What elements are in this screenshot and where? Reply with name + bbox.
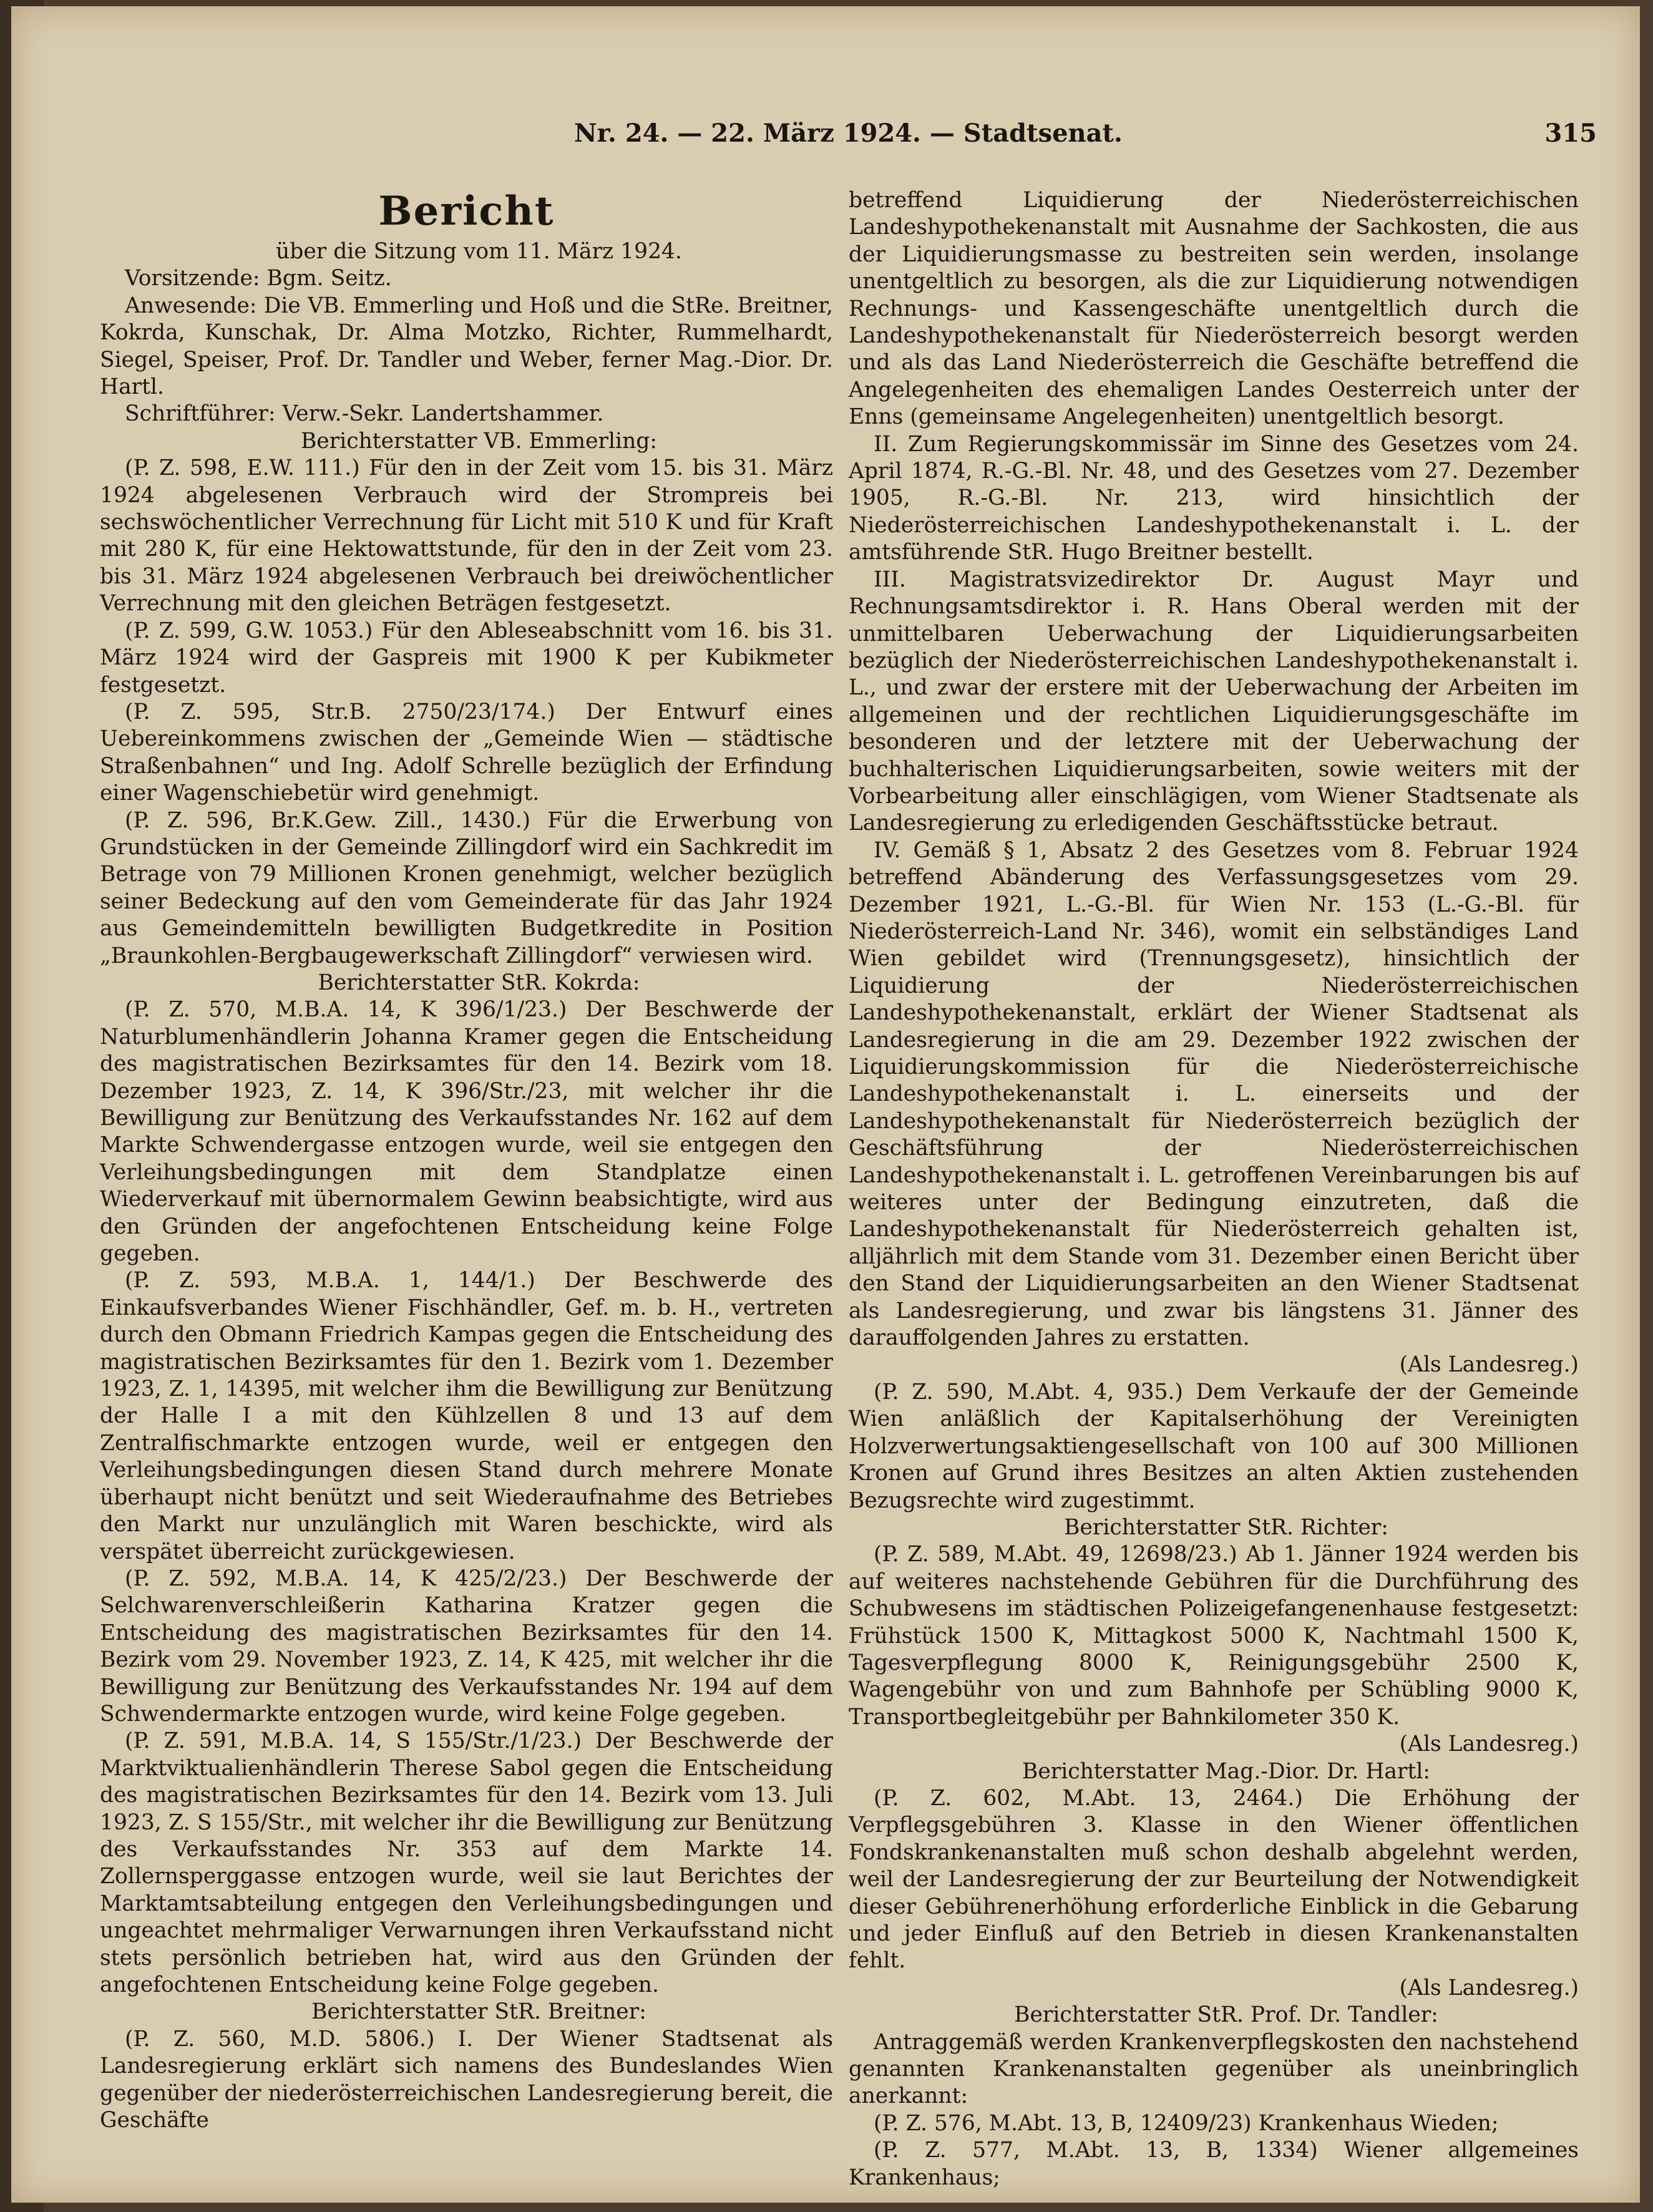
paragraph: (P. Z. 599, G.W. 1053.) Für den Ableseabschnitt vom 16. bis 31. März 1924 wird der Gaspreis mit 1900 K per Kubikmeter festgesetzt. <box>100 618 833 698</box>
authority-tag: (Als Landesreg.) <box>1399 1975 1579 2000</box>
rapporteur-heading: Berichterstatter StR. Breitner: <box>311 1999 646 2025</box>
paragraph: II. Zum Regierungskommissär im Sinne des Gesetzes vom 24. April 1874, R.-G.-Bl. Nr. 48, und des Gesetzes vom 27. Dezember 1905, R.-G.-Bl. Nr. 213, wird hinsichtlich der Niederösterreichischen Landeshypothekenanstalt i. L. der amtsführende StR. Hugo Breitner bestellt. <box>849 431 1579 565</box>
right-column <box>849 187 1579 2191</box>
paragraph: (P. Z. 590, M.Abt. 4, 935.) Dem Verkaufe der der Gemeinde Wien anläßlich der Kapitalserhöhung der Vereinigten Holzverwertungsaktiengesellschaft von 100 auf 300 Millionen Kronen auf Grund ihres Besitzes an alten Aktien zustehenden Bezugsrechte wird zugestimmt. <box>849 1379 1579 1513</box>
paragraph: (P. Z. 592, M.B.A. 14, K 425/2/23.) Der Beschwerde der Selchwarenverschleißerin Katharina Kratzer gegen die Entscheidung des magistratischen Bezirksamtes für den 14. Bezirk vom 29. November 1923, Z. 14, K 425, mit welcher ihr die Bewilligung zur Benützung des Verkaufsstandes Nr. 194 auf dem Schwendermarkte entzogen wurde, wird keine Folge gegeben. <box>100 1566 833 1727</box>
paragraph: (P. Z. 570, M.B.A. 14, K 396/1/23.) Der Beschwerde der Naturblumenhändlerin Johanna Kramer gegen die Entscheidung des magistratischen Bezirksamtes für den 14. Bezirk vom 18. Dezember 1923, Z. 14, K 396/Str./23, mit welcher ihr die Bewilligung zur Benützung des Verkaufsstandes Nr. 162 auf dem Markte Schwendergasse entzogen wurde, weil sie entgegen den Verleihungsbedingungen mit dem Standplatze einen Wiederverkauf mit übernormalem Gewinn beabsichtigte, wird aus den Gründen der angefochtenen Entscheidung keine Folge gegeben. <box>100 997 833 1267</box>
report-title: Bericht <box>378 188 555 235</box>
report-subtitle: über die Sitzung vom 11. März 1924. <box>276 239 682 264</box>
paragraph: (P. Z. 593, M.B.A. 1, 144/1.) Der Beschwerde des Einkaufsverbandes Wiener Fischhändler, Gef. m. b. H., vertreten durch den Obmann Friedrich Kampas gegen die Entscheidung des magistratischen Bezirksamtes für den 1. Bezirk vom 1. Dezember 1923, Z. 1, 14395, mit welcher ihm die Bewilligung zur Benützung der Halle I a mit den Kühlzellen 8 und 13 auf dem Zentralfischmarkte entzogen wurde, weil er entgegen den Verleihungsbedingungen diesen Stand durch mehrere Monate überhaupt nicht benützt und seit Wiederaufnahme des Betriebes den Markt nur unzulänglich mit Waren beschickte, wird als verspätet überreicht zurückgewiesen. <box>100 1268 833 1564</box>
left-column <box>100 187 833 2134</box>
paragraph: betreffend Liquidierung der Niederösterreichischen Landeshypothekenanstalt mit Ausnahme der Sachkosten, die aus der Liquidierungsmasse zu bestreiten sein werden, insolange unentgeltlich zu besorgen, als die zur Liquidierung notwendigen Rechnungs- und Kassengeschäfte unentgeltlich durch die Landeshypothekenanstalt für Niederösterreich besorgt werden und als das Land Niederösterreich die Geschäfte betreffend die Angelegenheiten des ehemaligen Landes Oesterreich unter der Enns (gemeinsame Angelegenheiten) unentgeltlich besorgt. <box>849 188 1579 430</box>
paragraph: (P. Z. 591, M.B.A. 14, S 155/Str./1/23.) Der Beschwerde der Marktviktualienhändlerin Therese Sabol gegen die Entscheidung des magistratischen Bezirksamtes für den 14. Bezirk vom 13. Juli 1923, Z. S 155/Str., mit welcher ihr die Bewilligung zur Benützung des Verkaufsstandes Nr. 353 auf dem Markte 14. Zollernsperggasse entzogen wurde, weil sie laut Berichtes der Marktamtsabteilung entgegen den Verleihungsbedingungen und ungeachtet mehrmaliger Verwarnungen ihren Verkaufsstand nicht stets persönlich betrieben hat, wird aus den Gründen der angefochtenen Entscheidung keine Folge gegeben. <box>100 1728 833 1997</box>
paragraph: (P. Z. 576, M.Abt. 13, B, 12409/23) Krankenhaus Wieden; <box>874 2110 1499 2136</box>
page-number: 315 <box>1544 119 1597 148</box>
paragraph: III. Magistratsvizedirektor Dr. August Mayr und Rechnungsamtsdirektor i. R. Hans Oberal werden mit der unmittelbaren Ueberwachung der Liquidierungsarbeiten bezüglich der Niederösterreichischen Landeshypothekenanstalt i. L., und zwar der erstere mit der Ueberwachung der Arbeiten im allgemeinen und der rechtlichen Liquidierungsgeschäfte im besonderen und der letztere mit der Ueberwachung der buchhalterischen Liquidierungsarbeiten, sowie weiters mit der Vorbearbeitung aller einschlägigen, vom Wiener Stadtsenate als Landesregierung zu erledigenden Geschäftsstücke betraut. <box>849 567 1579 836</box>
running-header <box>100 119 1597 156</box>
paragraph: (P. Z. 596, Br.K.Gew. Zill., 1430.) Für die Erwerbung von Grundstücken in der Gemeinde Zillingdorf wird ein Sachkredit im Betrage von 79 Millionen Kronen genehmigt, welcher bezüglich seiner Bedeckung auf den vom Gemeinderate für das Jahr 1924 aus Gemeindemitteln bewilligten Budgetkredite in Position „Braunkohlen-Bergbaugewerkschaft Zillingdorf“ verwiesen wird. <box>100 807 833 968</box>
rapporteur-heading: Berichterstatter StR. Richter: <box>1064 1514 1388 1540</box>
rapporteur-heading: Berichterstatter StR. Kokrda: <box>318 970 640 995</box>
paragraph: Antraggemäß werden Krankenverpflegskosten den nachstehend genannten Krankenanstalten gegenüber als uneinbringlich anerkannt: <box>849 2029 1579 2109</box>
paragraph: (P. Z. 595, Str.B. 2750/23/174.) Der Entwurf eines Uebereinkommens zwischen der „Gemeinde Wien — städtische Straßenbahnen“ und Ing. Adolf Schrelle bezüglich der Erfindung einer Wagenschiebetür wird genehmigt. <box>100 699 833 806</box>
paragraph: (P. Z. 560, M.D. 5806.) I. Der Wiener Stadtsenat als Landesregierung erklärt sich namens des Bundeslandes Wien gegenüber der niederösterreichischen Landesregierung bereit, die Geschäfte <box>100 2026 833 2133</box>
rapporteur-heading: Berichterstatter StR. Prof. Dr. Tandler: <box>1014 2002 1438 2028</box>
authority-tag: (Als Landesreg.) <box>1399 1732 1579 1757</box>
paragraph: (P. Z. 577, M.Abt. 13, B, 1334) Wiener allgemeines Krankenhaus; <box>849 2138 1579 2190</box>
rapporteur-heading: Berichterstatter VB. Emmerling: <box>300 428 658 454</box>
secretary-line: Schriftführer: Verw.-Sekr. Landertshammer. <box>125 401 604 427</box>
paragraph: IV. Gemäß § 1, Absatz 2 des Gesetzes vom 8. Februar 1924 betreffend Abänderung des Verfassungsgesetzes vom 29. Dezember 1921, L.-G.-Bl. für Wien Nr. 153 (L.-G.-Bl. für Niederösterreich-Land Nr. 346), womit ein selbständiges Land Wien gebildet wird (Trennungsgesetz), hinsichtlich der Liquidierung der Niederösterreichischen Landeshypothekenanstalt, erklärt der Wiener Stadtsenat als Landesregierung in die am 29. Dezember 1922 zwischen der Liquidierungskommission für die Niederösterreichische Landeshypothekenanstalt i. L. einerseits und der Landeshypothekenanstalt für Niederösterreich bezüglich der Geschäftsführung der Niederösterreichischen Landeshypothekenanstalt i. L. getroffenen Vereinbarungen bis auf weiteres unter der Bedingung einzutreten, daß die Landeshypothekenanstalt für Niederösterreich gehalten ist, alljährlich mit dem Stande vom 31. Dezember einen Bericht über den Stand der Liquidierungsarbeiten an den Wiener Stadtsenat als Landesregierung, und zwar bis längstens 31. Jänner des darauffolgenden Jahres zu erstatten. <box>849 837 1579 1351</box>
attendees: Anwesende: Die VB. Emmerling und Hoß und die StRe. Breitner, Kokrda, Kunschak, Dr. Alma Motzko, Richter, Rummelhardt, Siegel, Speiser, Prof. Dr. Tandler und Weber, ferner Mag.-Dior. Dr. Hartl. <box>100 293 833 400</box>
running-title: Nr. 24. — 22. März 1924. — Stadtsenat. <box>574 119 1123 148</box>
paragraph: (P. Z. 589, M.Abt. 49, 12698/23.) Ab 1. Jänner 1924 werden bis auf weiteres nachstehende Gebühren für die Durchführung des Schubwesens im städtischen Polizeigefangenenhause festgesetzt: Frühstück 1500 K, Mittagkost 5000 K, Nachtmahl 1500 K, Tagesverpflegung 8000 K, Reinigungsgebühr 2500 K, Wagengebühr von und zum Bahnhofe per Schübling 9000 K, Transportbegleitgebühr per Bahnkilometer 350 K. <box>849 1542 1579 1730</box>
paragraph: (P. Z. 598, E.W. 111.) Für den in der Zeit vom 15. bis 31. März 1924 abgelesenen Verbrauch wird der Strompreis bei sechswöchentlicher Verrechnung für Licht mit 510 K und für Kraft mit 280 K, für eine Hektowattstunde, für den in der Zeit vom 23. bis 31. März 1924 abgelesenen Verbrauch bei dreiwöchentlicher Verrechnung mit den gleichen Beträgen festgesetzt. <box>100 456 833 616</box>
paragraph: (P. Z. 602, M.Abt. 13, 2464.) Die Erhöhung der Verpflegsgebühren 3. Klasse in den Wiener öffentlichen Fondskrankenanstalten muß schon deshalb abgelehnt werden, weil der Landesregierung der zur Beurteilung der Notwendigkeit dieser Gebührenerhöhung erforderliche Einblick in die Gebarung und jeder Einfluß auf den Betrieb in diesen Krankenanstalten fehlt. <box>849 1785 1579 1974</box>
chair-line: Vorsitzende: Bgm. Seitz. <box>125 266 392 291</box>
rapporteur-heading: Berichterstatter Mag.-Dior. Dr. Hartl: <box>1022 1758 1431 1784</box>
authority-tag: (Als Landesreg.) <box>1399 1352 1579 1378</box>
